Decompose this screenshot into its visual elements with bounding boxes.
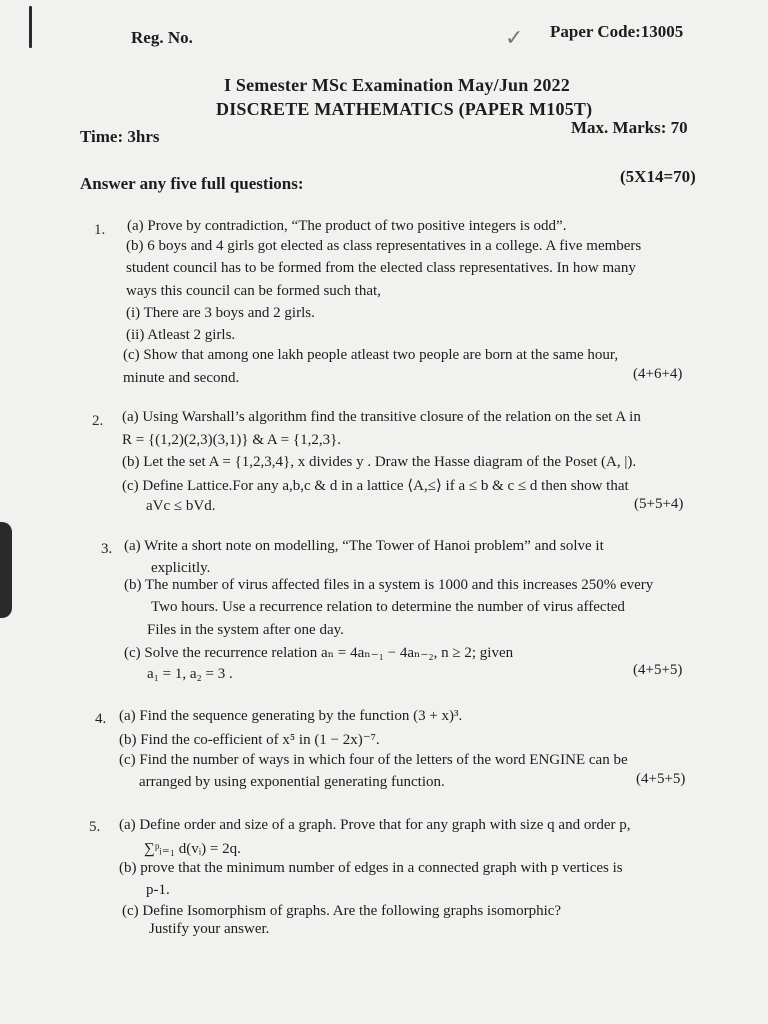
question-line: Justify your answer. (149, 921, 270, 937)
question-line: (b) The number of virus affected files in a system is 1000 and this increases 250% every (124, 577, 654, 593)
binder-shadow (0, 522, 12, 618)
question-line: Two hours. Use a recurrence relation to determine the number of virus affected (151, 599, 625, 615)
question-marks: (4+5+5) (636, 771, 686, 787)
question-number: 1. (94, 222, 106, 238)
question-line: (i) There are 3 boys and 2 girls. (126, 305, 315, 321)
question-number: 2. (92, 413, 104, 429)
question-line: (c) Show that among one lakh people atleast two people are born at the same hour, (123, 347, 619, 363)
question-number: 3. (101, 541, 113, 557)
question-line: explicitly. (151, 560, 211, 576)
question-line: (b) Find the co-efficient of x⁵ in (1 − 2x)⁻⁷. (119, 732, 380, 748)
question-line: (c) Define Isomorphism of graphs. Are the following graphs isomorphic? (122, 903, 562, 919)
question-line: p-1. (146, 882, 170, 898)
pen-mark-icon: ✓ (505, 26, 524, 51)
question-number: 4. (95, 711, 107, 727)
time-allowed: Time: 3hrs (80, 127, 160, 146)
question-line: minute and second. (123, 370, 240, 386)
question-line: (b) prove that the minimum number of edges in a connected graph with p vertices is (119, 860, 623, 876)
question-line: ways this council can be formed such that, (126, 283, 381, 299)
question-line: ∑ᵖᵢ₌₁ d(vᵢ) = 2q. (144, 841, 241, 857)
question-line: (ii) Atleast 2 girls. (126, 327, 236, 343)
instruction: Answer any five full questions: (80, 174, 304, 193)
question-line: arranged by using exponential generating function. (139, 774, 445, 790)
question-number: 5. (89, 819, 101, 835)
question-line: (c) Define Lattice.For any a,b,c & d in a lattice ⟨A,≤⟩ if a ≤ b & c ≤ d then show that (122, 478, 629, 494)
question-line: (a) Find the sequence generating by the function (3 + x)³. (119, 708, 463, 724)
question-line: (a) Prove by contradiction, “The product of two positive integers is odd”. (127, 218, 567, 234)
paper-code: Paper Code:13005 (550, 22, 684, 41)
question-marks: (4+6+4) (633, 366, 683, 382)
question-line: (a) Using Warshall’s algorithm find the transitive closure of the relation on the set A in (122, 409, 641, 425)
question-line: student council has to be formed from the elected class representatives. In how many (126, 260, 636, 276)
question-marks: (4+5+5) (633, 662, 683, 678)
question-line: (c) Find the number of ways in which four of the letters of the word ENGINE can be (119, 752, 628, 768)
marks-scheme: (5X14=70) (620, 167, 696, 186)
reg-no-label: Reg. No. (131, 28, 193, 47)
question-line: (b) Let the set A = {1,2,3,4}, x divides y . Draw the Hasse diagram of the Poset (A, |). (122, 454, 637, 470)
question-line: (b) 6 boys and 4 girls got elected as class representatives in a college. A five members (126, 238, 642, 254)
question-line: a₁ = 1, a₂ = 3 . (147, 666, 233, 682)
max-marks: Max. Marks: 70 (571, 118, 688, 137)
question-line: Files in the system after one day. (147, 622, 344, 638)
question-line: aVc ≤ bVd. (146, 498, 216, 514)
scan-edge-mark (29, 6, 32, 48)
question-line: (a) Write a short note on modelling, “The Tower of Hanoi problem” and solve it (124, 538, 604, 554)
question-line: (a) Define order and size of a graph. Prove that for any graph with size q and order p, (119, 817, 631, 833)
question-line: R = {(1,2)(2,3)(3,1)} & A = {1,2,3}. (122, 432, 342, 448)
subject-title: DISCRETE MATHEMATICS (PAPER M105T) (216, 99, 593, 119)
exam-title: I Semester MSc Examination May/Jun 2022 (224, 75, 570, 95)
question-line: (c) Solve the recurrence relation aₙ = 4aₙ₋₁ − 4aₙ₋₂, n ≥ 2; given (124, 645, 514, 661)
question-marks: (5+5+4) (634, 496, 684, 512)
